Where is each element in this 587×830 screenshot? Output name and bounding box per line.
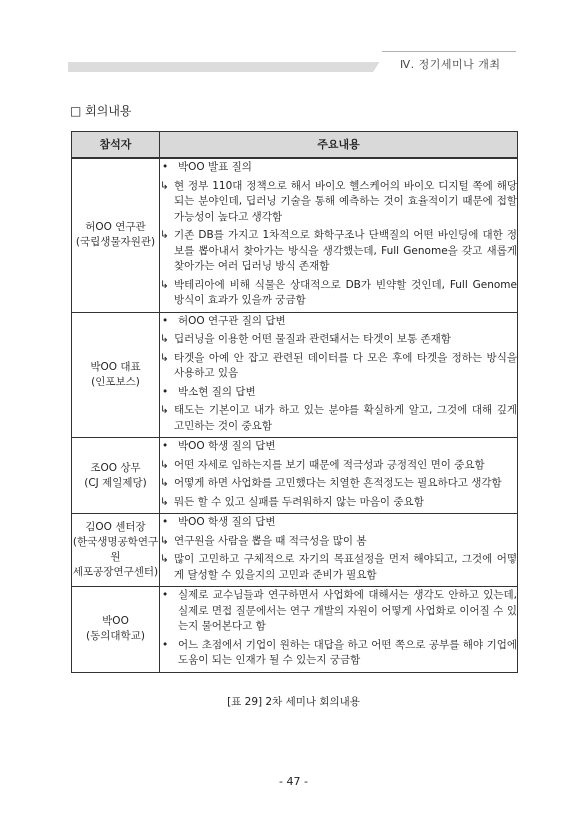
sub-item bbox=[160, 552, 517, 583]
sub-item bbox=[160, 179, 517, 226]
sub-item bbox=[160, 228, 517, 275]
item-text: 어떤 자세로 임하는지를 보기 때문에 적극성과 긍정적인 면이 중요함 bbox=[174, 458, 485, 471]
content-cell bbox=[160, 587, 518, 673]
sub-item bbox=[160, 278, 517, 309]
page-number: - 47 - bbox=[279, 775, 308, 788]
item-text: 연구원을 사람을 뽑을 때 적극성을 많이 봄 bbox=[174, 534, 367, 547]
attendee-line: 박OO 대표 bbox=[90, 360, 141, 373]
bullet-item bbox=[160, 638, 517, 669]
item-text: 실제로 교수님들과 연구하면서 사업화에 대해서는 생각도 안하고 있는데, 실제로 면접 질문에서는 연구 개발의 자원이 어떻게 사업화로 이어질 수 있는지 물어본다고 함 bbox=[178, 589, 517, 632]
bullet-item bbox=[160, 515, 517, 531]
header-attendee: 참석자 bbox=[72, 132, 160, 159]
item-text: 박OO 학생 질의 답변 bbox=[178, 440, 276, 452]
bullet-item bbox=[160, 314, 517, 330]
item-text: 태도는 기본이고 내가 하고 있는 분야를 확실하게 알고, 그것에 대해 깊게 고민하는 것이 중요함 bbox=[174, 404, 517, 432]
content-cell bbox=[160, 312, 518, 438]
attendee-line: 세포공장연구센터) bbox=[72, 566, 159, 578]
sub-arrow-icon: ↳ bbox=[160, 553, 169, 565]
item-text: 어떻게 하면 사업화를 고민했다는 치열한 흔적정도는 필요하다고 생각함 bbox=[174, 477, 502, 489]
item-text: 딥러닝을 이용한 어떤 물질과 관련돼서는 타겟이 보통 존재함 bbox=[174, 333, 451, 345]
table-row bbox=[72, 587, 518, 673]
item-text: 박소현 질의 답변 bbox=[178, 385, 256, 398]
item-text: 어느 초점에서 기업이 원하는 대답을 하고 어떤 쪽으로 공부를 해야 기업에 도움이 되는 인재가 될 수 있는지 궁금함 bbox=[178, 638, 517, 666]
attendee-cell bbox=[72, 438, 160, 514]
bullet-icon: • bbox=[162, 589, 169, 601]
attendee-line: (CJ 제일제당) bbox=[84, 476, 147, 489]
sub-item bbox=[160, 332, 517, 348]
sub-item bbox=[160, 351, 517, 382]
sub-arrow-icon: ↳ bbox=[160, 229, 169, 241]
bullet-icon: • bbox=[162, 161, 169, 173]
sub-arrow-icon: ↳ bbox=[160, 458, 169, 471]
item-text: 허OO 연구관 질의 답변 bbox=[178, 314, 286, 327]
bullet-item bbox=[160, 160, 517, 176]
chapter-title: Ⅳ. 정기세미나 개최 bbox=[400, 58, 501, 71]
table-row bbox=[72, 514, 518, 587]
item-text: 뭐든 할 수 있고 실패를 두려워하지 않는 마음이 중요함 bbox=[174, 495, 424, 508]
attendee-line: (인포보스) bbox=[91, 375, 140, 388]
bullet-icon: • bbox=[162, 385, 169, 398]
attendee-line: (한국생명공학연구원 bbox=[72, 536, 159, 563]
bullet-item bbox=[160, 385, 517, 401]
bullet-icon: • bbox=[162, 440, 169, 452]
sub-arrow-icon: ↳ bbox=[160, 351, 169, 364]
item-text: 많이 고민하고 구체적으로 자기의 목표설정을 먼저 해야되고, 그것에 어떻게 달성할 수 있을지의 고민과 준비가 필요함 bbox=[174, 553, 517, 581]
item-text: 타겟을 아예 안 잡고 관련된 데이터를 다 모은 후에 타겟을 정하는 방식을 사용하고 있음 bbox=[174, 351, 517, 379]
item-text: 기존 DB를 가지고 1차적으로 화학구조나 단백질의 어떤 바인딩에 대한 정보를 뽑아내서 찾아가는 방식을 생각했는데, Full Genome을 갖고 새롭게 찾아가는 여러 딥러닝 방식 존재함 bbox=[174, 229, 517, 272]
bullet-item bbox=[160, 588, 517, 635]
bullet-item bbox=[160, 439, 517, 455]
sub-item bbox=[160, 495, 517, 511]
attendee-line: (국립생물자원관) bbox=[75, 236, 156, 249]
sub-arrow-icon: ↳ bbox=[160, 495, 169, 508]
item-text: 박OO 학생 질의 답변 bbox=[178, 516, 276, 528]
header-content: 주요내용 bbox=[160, 132, 518, 159]
table-row bbox=[72, 158, 518, 312]
attendee-line: 박OO bbox=[102, 615, 129, 628]
content-cell bbox=[160, 438, 518, 514]
attendee-cell bbox=[72, 514, 160, 587]
sub-arrow-icon: ↳ bbox=[160, 534, 169, 547]
content-cell bbox=[160, 514, 518, 587]
attendee-cell bbox=[72, 158, 160, 312]
sub-arrow-icon: ↳ bbox=[160, 477, 169, 489]
bullet-icon: • bbox=[162, 516, 169, 528]
item-text: 박OO 발표 질의 bbox=[178, 161, 252, 173]
bullet-icon: • bbox=[162, 638, 169, 651]
table-row bbox=[72, 312, 518, 438]
sub-item bbox=[160, 403, 517, 434]
item-text: 현 정부 110대 정책으로 해서 바이오 헬스케어의 바이오 디지털 쪽에 해당되는 분야인데, 딥러닝 기술을 통해 예측하는 것이 효율적이기 때문에 접할 가능성이 높다고 생각함 bbox=[174, 179, 517, 223]
sub-item bbox=[160, 534, 517, 550]
table-row bbox=[72, 438, 518, 514]
attendee-cell bbox=[72, 587, 160, 673]
sub-item bbox=[160, 458, 517, 474]
attendee-line: (동의대학교) bbox=[86, 630, 145, 643]
sub-arrow-icon: ↳ bbox=[160, 333, 169, 345]
attendee-line: 김OO 센터장 bbox=[85, 521, 146, 533]
content-cell bbox=[160, 158, 518, 312]
attendee-cell bbox=[72, 312, 160, 438]
sub-arrow-icon: ↳ bbox=[160, 179, 169, 192]
attendee-line: 조OO 상무 bbox=[90, 461, 141, 474]
item-text: 박테리아에 비해 식물은 상대적으로 DB가 빈약할 것인데, Full Genome 방식이 효과가 있을까 궁금함 bbox=[174, 278, 517, 306]
table-header-row bbox=[72, 132, 518, 159]
attendee-line: 허OO 연구관 bbox=[85, 221, 146, 234]
bullet-icon: • bbox=[162, 314, 169, 327]
minutes-table bbox=[71, 131, 518, 673]
sub-arrow-icon: ↳ bbox=[160, 278, 169, 291]
section-title: □ 회의내용 bbox=[70, 104, 132, 118]
table-body bbox=[72, 158, 518, 672]
sub-arrow-icon: ↳ bbox=[160, 404, 169, 416]
table-caption: [표 29] 2차 세미나 회의내용 bbox=[227, 696, 360, 708]
sub-item bbox=[160, 476, 517, 492]
